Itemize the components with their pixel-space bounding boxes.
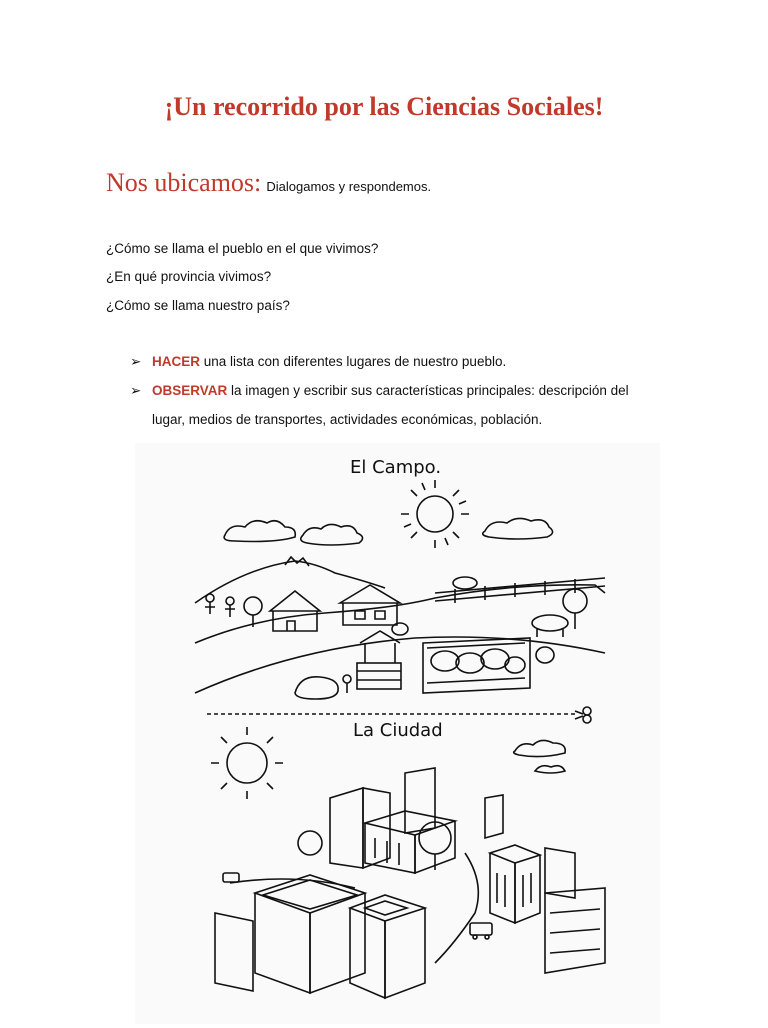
arrow-bullet-icon: ➢ xyxy=(130,354,142,369)
task-keyword: OBSERVAR xyxy=(152,383,228,398)
task-item-2 xyxy=(130,383,629,399)
question-3: ¿Cómo se llama nuestro país? xyxy=(106,298,290,313)
arrow-bullet-icon: ➢ xyxy=(130,383,142,398)
section-heading: Nos ubicamos: xyxy=(106,168,262,197)
task-text: una lista con diferentes lugares de nuestro pueblo. xyxy=(200,354,507,369)
ciudad-label: La Ciudad xyxy=(353,720,443,741)
task-keyword: HACER xyxy=(152,354,201,369)
page-title: ¡Un recorrido por las Ciencias Sociales! xyxy=(164,92,604,121)
task-text: la imagen y escribir sus características principales: descripción del xyxy=(227,383,629,398)
task-item-1 xyxy=(130,354,506,370)
task-continuation: lugar, medios de transportes, actividades económicas, población. xyxy=(152,412,543,427)
illustration-campo-ciudad xyxy=(135,443,660,1024)
campo-label: El Campo. xyxy=(350,457,442,478)
section-heading-row xyxy=(106,168,431,198)
section-instruction: Dialogamos y respondemos. xyxy=(266,179,432,194)
question-1: ¿Cómo se llama el pueblo en el que vivimos? xyxy=(106,241,379,256)
question-2: ¿En qué provincia vivimos? xyxy=(106,269,272,284)
illustration-svg xyxy=(135,443,660,1024)
